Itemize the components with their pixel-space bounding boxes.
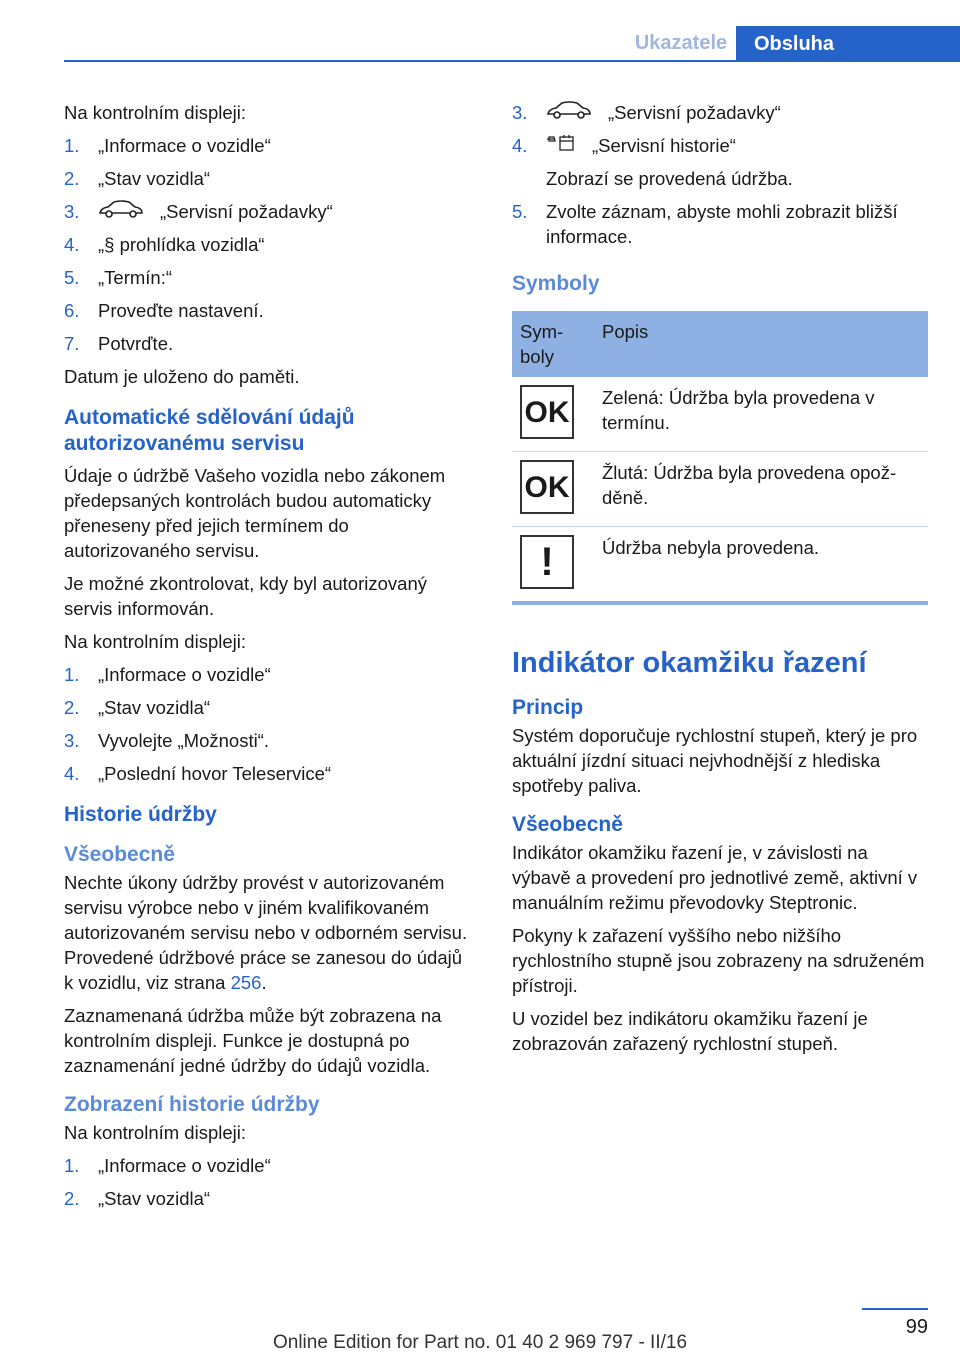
step-text: „Termín:“ bbox=[98, 267, 172, 288]
step-number: 1. bbox=[64, 664, 80, 685]
intro-text: Na kontrolním displeji: bbox=[64, 1122, 246, 1143]
car-icon bbox=[546, 100, 592, 125]
paragraph: Pokyny k zařazení vyššího nebo nižšího rychlostního stupně jsou zobrazeny na sdruženém přístroji. bbox=[512, 925, 925, 996]
step-number: 7. bbox=[64, 333, 80, 354]
step-text: „Stav vozidla“ bbox=[98, 697, 211, 718]
warning-exclamation-icon: ! bbox=[520, 535, 574, 589]
saved-text: Datum je uloženo do paměti. bbox=[64, 366, 300, 387]
header-rule bbox=[64, 60, 960, 62]
step-number: 3. bbox=[64, 201, 80, 222]
steps-list-3 bbox=[64, 1153, 476, 1211]
right-column bbox=[512, 100, 928, 1064]
step-number: 2. bbox=[64, 1188, 80, 1209]
left-column bbox=[64, 100, 476, 1219]
heading-auto-servis: Automatické sdělování údajů autorizovanému servisu bbox=[64, 406, 355, 455]
table-row bbox=[512, 527, 928, 604]
table-header-row bbox=[512, 311, 928, 377]
step-number: 1. bbox=[64, 1155, 80, 1176]
step-number: 1. bbox=[64, 135, 80, 156]
symbols-table bbox=[512, 311, 928, 605]
list-item bbox=[512, 100, 928, 125]
table-cell: Žlutá: Údržba byla provedena opož-děně. bbox=[594, 452, 928, 527]
ok-green-icon: OK bbox=[520, 385, 574, 439]
page-link[interactable]: 256 bbox=[230, 972, 262, 993]
step-text: „Informace o vozidle“ bbox=[98, 664, 271, 685]
tab-obsluha[interactable]: Obsluha bbox=[736, 26, 960, 62]
table-row bbox=[512, 377, 928, 452]
table-header: Popis bbox=[594, 311, 928, 377]
heading-vseobecne: Všeobecně bbox=[512, 813, 623, 836]
list-item bbox=[64, 728, 476, 753]
list-item bbox=[64, 662, 476, 687]
list-item bbox=[64, 695, 476, 720]
list-item bbox=[64, 232, 476, 257]
step-text: „Servisní požadavky“ bbox=[160, 201, 333, 222]
table-cell bbox=[512, 452, 594, 527]
step-text: „Informace o vozidle“ bbox=[98, 135, 271, 156]
step-text: „Servisní požadavky“ bbox=[608, 102, 781, 123]
list-item bbox=[64, 331, 476, 356]
paragraph: Systém doporučuje rychlostní stupeň, který je pro aktuální jízdní situaci nejvhodnější z hlediska spotřeby paliva. bbox=[512, 725, 918, 796]
paragraph-text: Nechte úkony údržby provést v autorizovaném servisu výrobce nebo v jiném kvalifikovaném autorizovaném servisu nebo v odborném servisu. Provedené údržbové práce se zanesou do údajů k vozidlu, viz strana bbox=[64, 872, 468, 993]
step-number: 4. bbox=[512, 135, 528, 156]
list-item bbox=[64, 298, 476, 323]
step-number: 5. bbox=[512, 201, 528, 222]
step-text: „Stav vozidla“ bbox=[98, 1188, 211, 1209]
step-number: 4. bbox=[64, 763, 80, 784]
heading-historie: Historie údržby bbox=[64, 803, 217, 826]
step-text: Potvrďte. bbox=[98, 333, 174, 354]
step-text: Proveďte nastavení. bbox=[98, 300, 264, 321]
ok-yellow-icon: OK bbox=[520, 460, 574, 514]
table-header: Sym-boly bbox=[512, 311, 594, 377]
list-item bbox=[64, 199, 476, 224]
table-cell bbox=[512, 377, 594, 452]
step-text: „§ prohlídka vozidla“ bbox=[98, 234, 265, 255]
table-cell bbox=[512, 527, 594, 604]
heading-symboly: Symboly bbox=[512, 272, 600, 295]
list-item bbox=[512, 199, 928, 249]
step-number: 3. bbox=[64, 730, 80, 751]
list-item bbox=[512, 133, 928, 191]
list-item bbox=[64, 166, 476, 191]
step-text: Vyvolejte „Možnosti“. bbox=[98, 730, 270, 751]
steps-list-1 bbox=[64, 133, 476, 356]
step-text: „Poslední hovor Teleservice“ bbox=[98, 763, 332, 784]
page-number: 99 bbox=[862, 1308, 928, 1339]
paragraph: Indikátor okamžiku řazení je, v závislosti na výbavě a provedení pro jednotlivé země, aktivní v manuálním režimu převodovky Steptronic. bbox=[512, 842, 918, 913]
paragraph bbox=[64, 870, 476, 995]
table-row bbox=[512, 452, 928, 527]
paragraph-text: . bbox=[261, 972, 267, 993]
steps-list-2 bbox=[64, 662, 476, 786]
step-text: „Informace o vozidle“ bbox=[98, 1155, 271, 1176]
table-cell: Údržba nebyla provedena. bbox=[594, 527, 928, 604]
step-note: Zobrazí se provedená údržba. bbox=[546, 168, 793, 189]
step-number: 5. bbox=[64, 267, 80, 288]
list-item bbox=[64, 133, 476, 158]
step-number: 3. bbox=[512, 102, 528, 123]
heading-zobrazeni-historie: Zobrazení historie údržby bbox=[64, 1093, 320, 1116]
service-history-icon bbox=[546, 133, 576, 158]
step-number: 2. bbox=[64, 168, 80, 189]
intro-text: Na kontrolním displeji: bbox=[64, 631, 246, 652]
header-bar bbox=[0, 0, 960, 62]
tab-ukazatele[interactable]: Ukazatele bbox=[634, 32, 728, 54]
list-item bbox=[64, 1186, 476, 1211]
step-number: 2. bbox=[64, 697, 80, 718]
paragraph: Údaje o údržbě Vašeho vozidla nebo zákonem předepsaných kontrolách budou automaticky přeneseny před jejich termínem do autorizovaného servisu. bbox=[64, 465, 446, 561]
step-number: 4. bbox=[64, 234, 80, 255]
steps-list-right bbox=[512, 100, 928, 249]
intro-text: Na kontrolním displeji: bbox=[64, 102, 246, 123]
edition-text: Online Edition for Part no. 01 40 2 969 797 - II/16 bbox=[272, 1332, 688, 1353]
heading-vseobecne: Všeobecně bbox=[64, 843, 175, 866]
heading-princip: Princip bbox=[512, 696, 584, 719]
paragraph: U vozidel bez indikátoru okamžiku řazení je zobrazován zařazený rychlostní stupeň. bbox=[512, 1008, 868, 1054]
paragraph: Zaznamenaná údržba může být zobrazena na kontrolním displeji. Funkce je dostupná po zaznamenání jedné údržby do údajů vozidla. bbox=[64, 1005, 442, 1076]
step-number: 6. bbox=[64, 300, 80, 321]
step-text: „Servisní historie“ bbox=[592, 135, 736, 156]
step-text: „Stav vozidla“ bbox=[98, 168, 211, 189]
step-text: Zvolte záznam, abyste mohli zobrazit bližší informace. bbox=[546, 201, 898, 247]
heading-indicator: Indikátor okamžiku řazení bbox=[512, 647, 867, 679]
list-item bbox=[64, 761, 476, 786]
list-item bbox=[64, 1153, 476, 1178]
list-item bbox=[64, 265, 476, 290]
table-cell: Zelená: Údržba byla provedena v termínu. bbox=[594, 377, 928, 452]
paragraph: Je možné zkontrolovat, kdy byl autorizovaný servis informován. bbox=[64, 573, 427, 619]
car-icon bbox=[98, 199, 144, 224]
